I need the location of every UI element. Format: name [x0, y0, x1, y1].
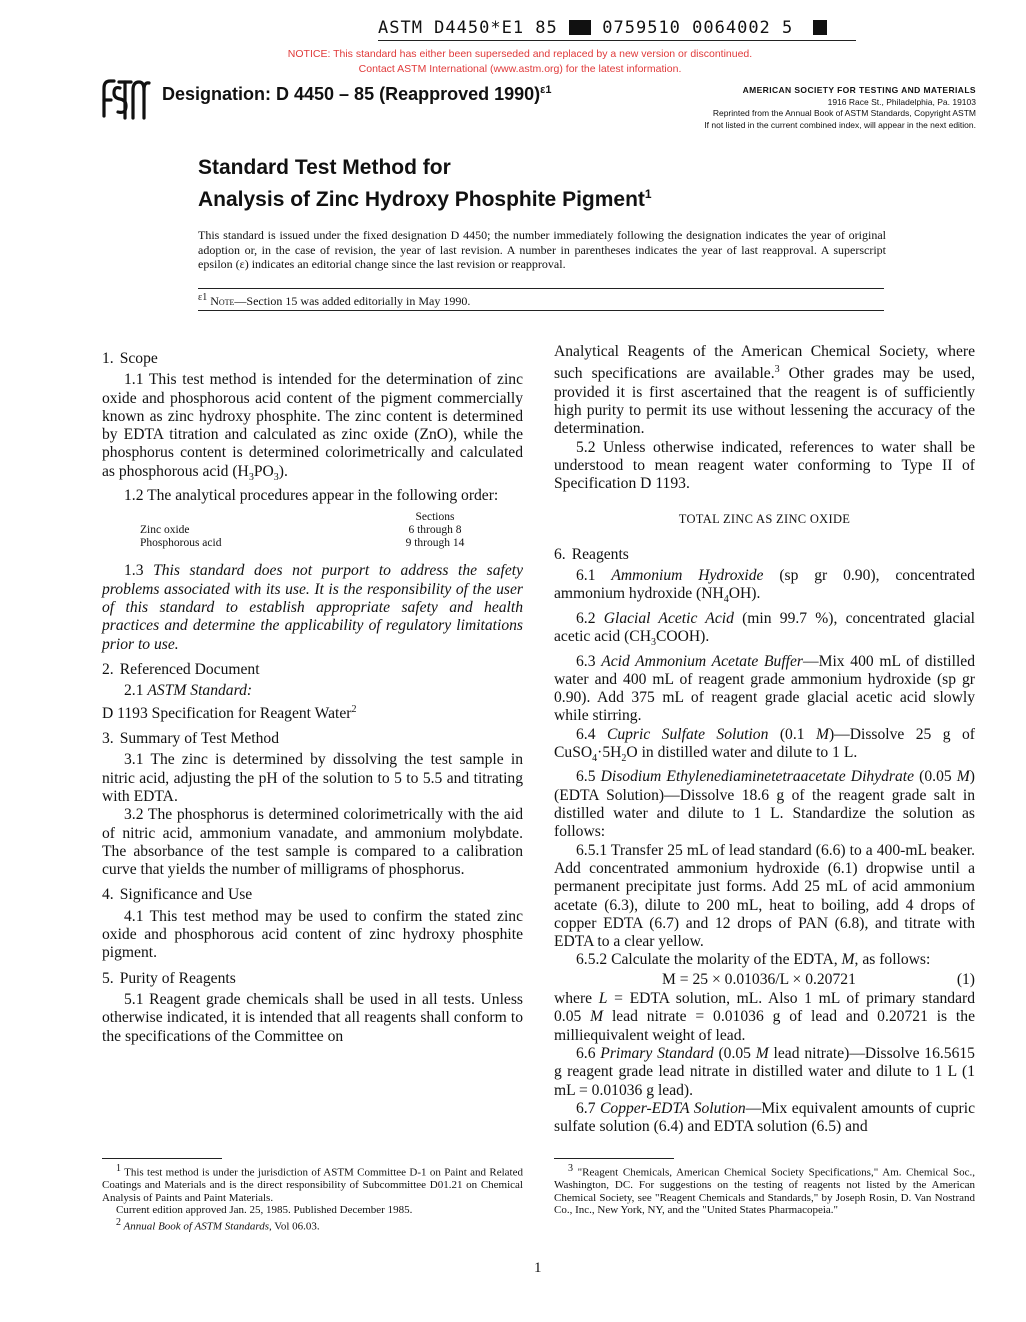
right-column	[554, 343, 975, 1136]
paragraph-4-1: 4.1 This test method may be used to confirm the stated zinc oxide and phosphorous acid content of zinc hydroxy phosphite pigment.	[102, 907, 523, 962]
left-column	[102, 343, 523, 1046]
society-reprint: Reprinted from the Annual Book of ASTM Standards, Copyright ASTM	[712, 108, 976, 118]
sections-table	[140, 511, 470, 550]
paragraph-6-7: 6.7 Copper-EDTA Solution—Mix equivalent amounts of cupric sulfate solution (6.4) and EDTA solution (6.5) and	[554, 1099, 975, 1136]
society-block	[596, 85, 976, 131]
designation-text: Designation: D 4450 – 85 (Reapproved 1990)	[162, 84, 541, 104]
table-row: Zinc oxide 6 through 8	[140, 524, 462, 537]
divider	[198, 310, 884, 311]
table-header: Sections	[415, 511, 455, 524]
paragraph-1-3: 1.3 This standard does not purport to address the safety problems associated with its use. It is the responsibility of the user of this standard to establish appropriate safety and health practices and determine the applicability of regulatory limitations prior to use.	[102, 562, 524, 653]
designation-sup: ε1	[540, 84, 552, 96]
footnote-3: $^3$ "Reagent Chemicals, American Chemical Society Specifications," Am. Chemical Soc., Washington, DC. For suggestions on the testing of reagents not listed by the American Chemical Society, see "Reagent Chemicals and Standards," by Joseph Rosin, D. Van Nostrand Co., Inc., New York, NY, and the "United States Pharmacopeia."	[554, 1163, 975, 1217]
paragraph-3-1: 3.1 The zinc is determined by dissolving the test sample in nitric acid, adjusting the pH of the solution to 5 to 5.5 and titrating with EDTA.	[102, 751, 523, 805]
section-heading-summary: 3. Summary of Test Method	[102, 730, 280, 748]
paragraph-6-3: 6.3 Acid Ammonium Acetate Buffer—Mix 400 mL of distilled water and 400 mL of reagent grade ammonium hydroxide (sp gr 0.90). Add 375 mL of reagent grade glacial acetic acid slowly while stirring.	[554, 652, 976, 725]
paragraph-6-5: 6.5 Disodium Ethylenediaminetetraacetate Dihydrate (0.05 M) (EDTA Solution)—Dissolve 18.6 g of the reagent grade salt in distilled water and dilute to 1 L. Standardize the solution as follows:	[554, 768, 975, 841]
paragraph-5-1-cont: Analytical Reagents of the American Chemical Society, where such specifications are available.$^3$ Other grades may be used, provided it is first ascertained that the reagent is of sufficiently high purity to permit its use without lessening the accuracy of the determination.	[554, 343, 975, 438]
paragraph-6-5-2: 6.5.2 Calculate the molarity of the EDTA, M, as follows:	[576, 951, 931, 969]
paragraph-6-5-1: 6.5.1 Transfer 25 mL of lead standard (6.6) to a 400-mL beaker. Add concentrated ammonium hydroxide (6.1) dropwise until a permanent precipitate just forms. Add 25 mL of acid ammonium acetate (6.3), dilute to 200 mL, heat to boiling, add 4 drops of copper EDTA (6.7) and 12 drops of PAN (6.8), and titrate with EDTA to a clear yellow.	[554, 841, 975, 951]
title-line-1: Standard Test Method for	[198, 156, 451, 179]
equation-1: M = 25 × 0.01036/L × 0.20721 (1)	[662, 970, 975, 988]
paragraph-6-4: 6.4 Cupric Sulfate Solution (0.1 M)—Dissolve 25 g of $CuSO_4\cdot 5H_2O$ in distilled water and dilute to 1 L.	[554, 725, 975, 765]
barcode-block	[569, 20, 591, 35]
paragraph-2-1: 2.1 ASTM Standard:	[124, 682, 253, 700]
section-heading-scope: 1. Scope	[102, 350, 158, 367]
footnote-rule	[102, 1158, 222, 1159]
document-code-b: 0759510 0064002 5	[602, 18, 794, 38]
footnote-rule	[554, 1158, 674, 1159]
footnote-1-approved: Current edition approved Jan. 25, 1985. Published December 1985.	[116, 1204, 413, 1217]
title-footnote-mark: 1	[644, 187, 652, 201]
society-address: 1916 Race St., Philadelphia, Pa. 19103	[827, 96, 976, 107]
paragraph-5-1: 5.1 Reagent grade chemicals shall be used in all tests. Unless otherwise indicated, it is intended that all reagents shall conform to the specifications of the Committee on	[102, 990, 523, 1045]
reference-d1193: D 1193 Specification for Reagent Water$^2$	[102, 703, 357, 722]
section-heading-significance: 4. Significance and Use	[102, 886, 253, 904]
editorial-note: $^{\varepsilon 1}$ Note—Section 15 was added editorially in May 1990.	[198, 292, 471, 308]
paragraph-5-2: 5.2 Unless otherwise indicated, references to water shall be understood to mean reagent water conforming to Type II of Specification D 1193.	[554, 438, 975, 493]
paragraph-1-2: 1.2 The analytical procedures appear in the following order:	[124, 487, 499, 505]
barcode-block	[813, 20, 827, 35]
section-heading-purity: 5. Purity of Reagents	[102, 969, 236, 987]
title-line-2: Analysis of Zinc Hydroxy Phosphite Pigment$^1$	[198, 187, 652, 211]
paragraph-6-6: 6.6 Primary Standard (0.05 M lead nitrate)—Dissolve 16.5615 g reagent grade lead nitrate in distilled water and dilute to 1 L (1 mL = 0.01036 g lead).	[554, 1044, 975, 1099]
astm-logo-icon	[100, 78, 152, 120]
page-number: 1	[534, 1260, 542, 1276]
designation	[162, 84, 551, 105]
table-row: Phosphorous acid 9 through 14	[140, 537, 465, 550]
section-heading-referenced: 2. Referenced Document	[102, 660, 260, 678]
document-code-a: ASTM D4450*E1 85	[378, 18, 558, 38]
paragraph-1-1: 1.1 This test method is intended for the determination of zinc oxide and phosphorous acid content of the pigment commercially known as zinc hydroxy phosphite. The zinc content is determined by EDTA titration and calculated as zinc oxide (ZnO), while the phosphorus content is determined colorimetrically and calculated as phosphorous acid $(H_3PO_3)$.	[102, 371, 523, 483]
footnotes-right	[554, 1158, 975, 1217]
notice-line-1: NOTICE: This standard has either been superseded and replaced by a new version or discontinued.	[287, 48, 753, 60]
divider	[198, 288, 884, 289]
equation-where: where L = EDTA solution, mL. Also 1 mL of primary standard 0.05 M lead nitrate = 0.01036 g of lead and 0.20721 is the milliequivalent weight of lead.	[554, 990, 975, 1044]
footnotes-left	[102, 1158, 523, 1233]
issuance-statement: This standard is issued under the fixed designation D 4450; the number immediately following the designation indicates the year of original adoption or, in the case of revision, the year of last revision. A number in parentheses indicates the year of last reapproval. A superscript epsilon (ε) indicates an editorial change since the last revision or reapproval.	[198, 228, 886, 271]
society-index: If not listed in the current combined index, will appear in the next edition.	[704, 119, 976, 130]
footnote-1: $^1$ This test method is under the jurisdiction of ASTM Committee D-1 on Paint and Related Coatings and Materials and is the direct responsibility of Subcommittee D01.21 on Chemical Analysis of Paints and Paint Materials.	[102, 1163, 523, 1204]
notice-line-2: Contact ASTM International (www.astm.org) for the latest information.	[358, 63, 682, 75]
paragraph-3-2: 3.2 The phosphorus is determined colorimetrically with the aid of nitric acid, ammonium vanadate, and ammonium molybdate. The absorbance of the test sample is compared to a calibration curve that yields the number of milligrams of phosphorus.	[102, 806, 523, 879]
header-rule	[378, 40, 856, 41]
society-name: AMERICAN SOCIETY FOR TESTING AND MATERIALS	[742, 85, 976, 95]
document-code	[378, 18, 827, 38]
section-heading-reagents: 6. Reagents	[554, 545, 629, 563]
document-title	[198, 155, 652, 213]
paragraph-6-1: 6.1 Ammonium Hydroxide (sp gr 0.90), concentrated ammonium hydroxide $(NH_4OH)$.	[554, 567, 975, 606]
footnote-2: $^2$ Annual Book of ASTM Standards, Vol 06.03.	[116, 1217, 320, 1233]
paragraph-6-2: 6.2 Glacial Acetic Acid (min 99.7 %), concentrated glacial acetic acid $(CH_3COOH)$.	[554, 609, 975, 649]
section-group-heading: TOTAL ZINC AS ZINC OXIDE	[678, 511, 851, 526]
